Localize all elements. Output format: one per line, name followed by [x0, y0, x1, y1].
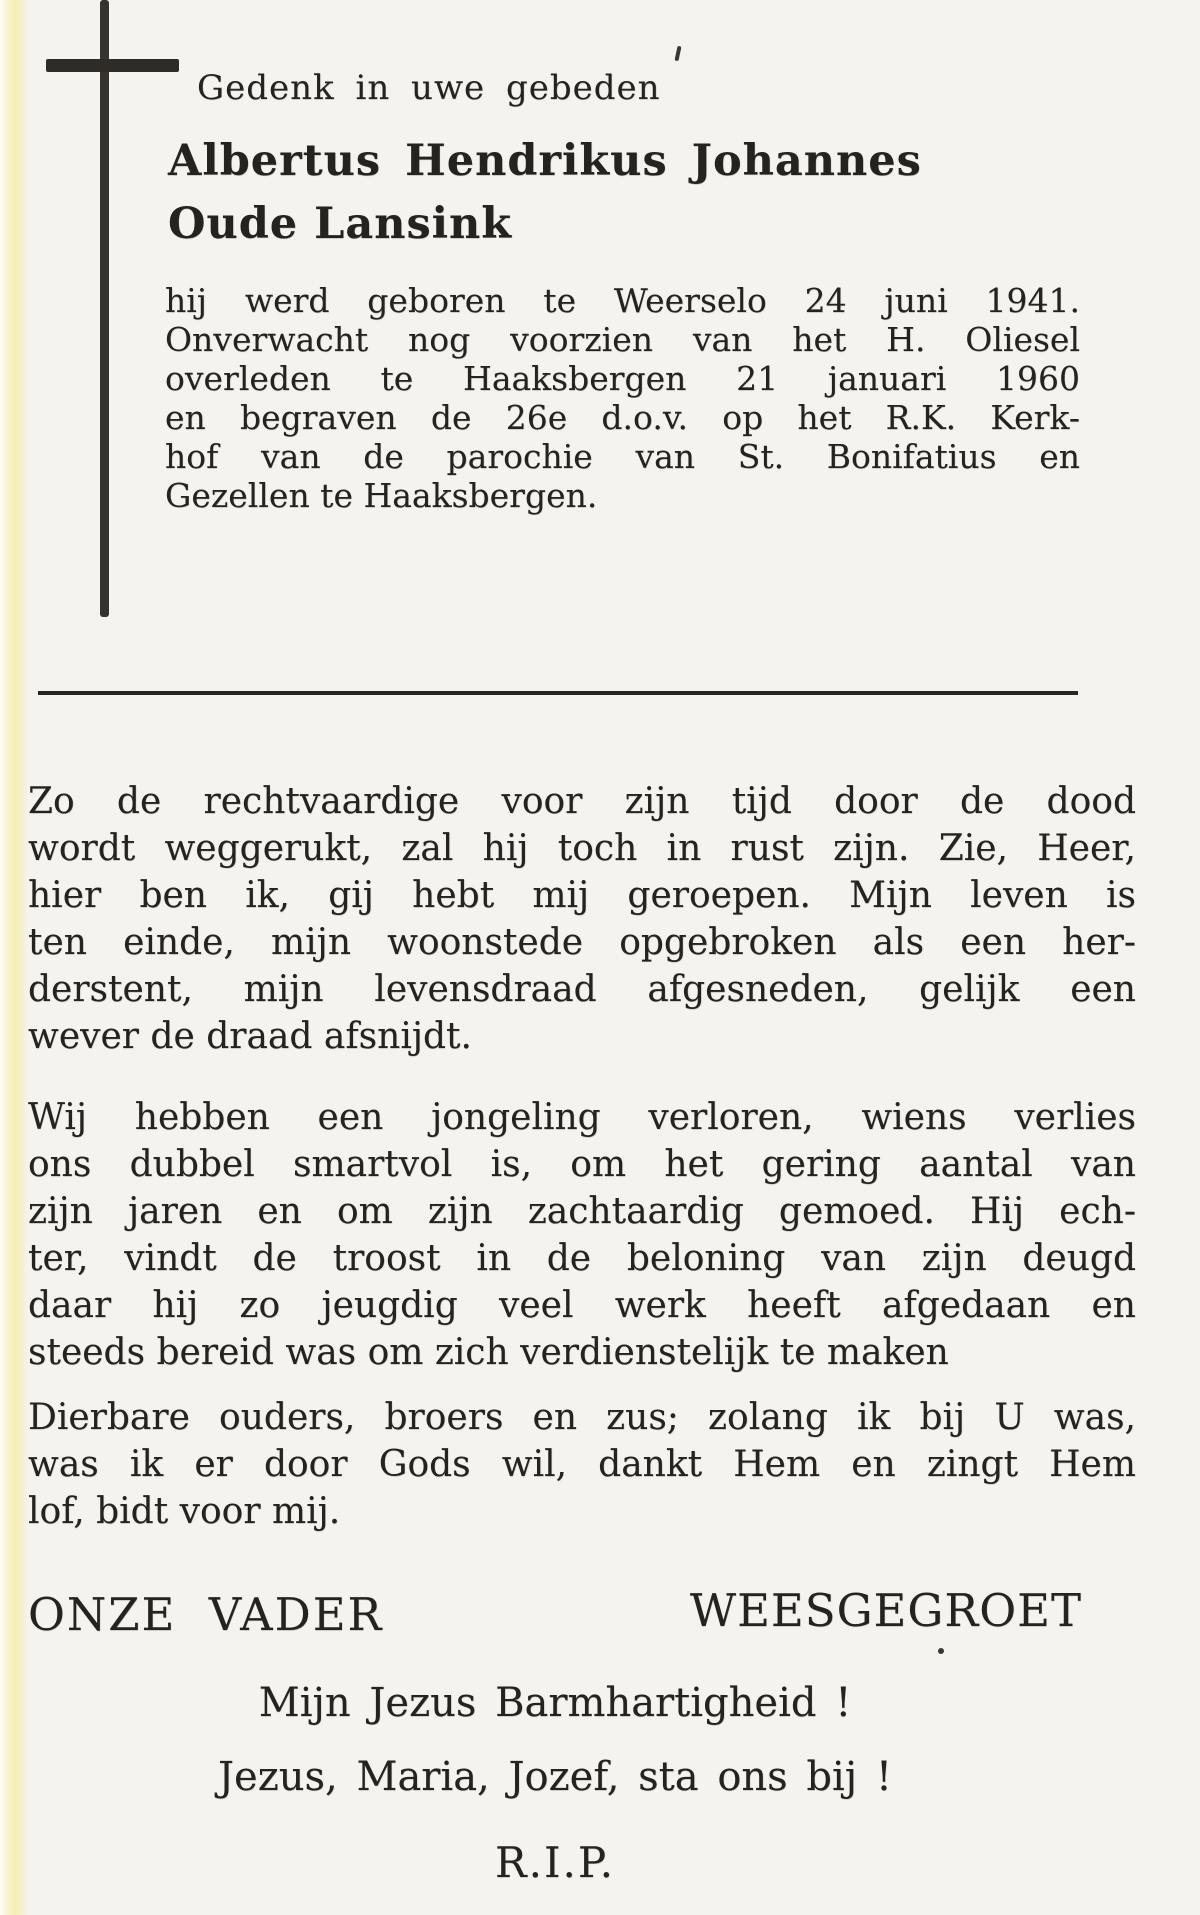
- prayer-paragraph-1: [28, 778, 1136, 1060]
- vitals-paragraph: [165, 281, 1080, 515]
- rip-line: R.I.P.: [494, 1838, 615, 1887]
- prayer-title-weesgegroet: WEESGEGROET: [689, 1584, 1082, 1637]
- paragraph-line: steeds bereid was om zich verdienstelijk te maken: [28, 1332, 949, 1373]
- paragraph-line: ons dubbel smartvol is, om het gering aantal van: [28, 1144, 1136, 1185]
- intro-line: Gedenk in uwe gebeden: [197, 68, 661, 108]
- paragraph-line: wordt weggerukt, zal hij toch in rust zijn. Zie, Heer,: [28, 828, 1136, 869]
- invocation-line-1: Mijn Jezus Barmhartigheid !: [258, 1680, 852, 1726]
- paragraph-line: derstent, mijn levensdraad afgesneden, gelijk een: [28, 969, 1136, 1010]
- paragraph-line: wever de draad afsnijdt.: [28, 1016, 472, 1057]
- scan-edge-strip: [0, 0, 28, 1915]
- prayer-paragraph-3: [28, 1394, 1136, 1535]
- vitals-line: Gezellen te Haaksbergen.: [165, 476, 598, 515]
- paragraph-line: ter, vindt de troost in de beloning van zijn deugd: [28, 1238, 1136, 1279]
- vitals-line: en begraven de 26e d.o.v. op het R.K. Kerk-: [165, 398, 1080, 437]
- paragraph-line: hier ben ik, gij hebt mij geroepen. Mijn leven is: [28, 875, 1136, 916]
- paragraph-line: was ik er door Gods wil, dankt Hem en zingt Hem: [28, 1444, 1136, 1485]
- paragraph-line: ten einde, mijn woonstede opgebroken als een her-: [28, 922, 1136, 963]
- scan-speck-apostrophe: [674, 46, 681, 62]
- vitals-line: overleden te Haaksbergen 21 januari 1960: [165, 359, 1080, 398]
- paragraph-line: Zo de rechtvaardige voor zijn tijd door de dood: [28, 781, 1136, 822]
- paragraph-line: lof, bidt voor mij.: [28, 1491, 341, 1532]
- deceased-name-line-2: Oude Lansink: [168, 199, 513, 249]
- paragraph-line: Wij hebben een jongeling verloren, wiens verlies: [28, 1097, 1136, 1138]
- invocation-line-2: Jezus, Maria, Jozef, sta ons bij !: [217, 1754, 892, 1800]
- deceased-name-line-1: Albertus Hendrikus Johannes: [168, 136, 922, 186]
- paragraph-line: daar hij zo jeugdig veel werk heeft afgedaan en: [28, 1285, 1136, 1326]
- prayer-title-onze-vader: ONZE VADER: [28, 1588, 384, 1641]
- vitals-line: hij werd geboren te Weerselo 24 juni 1941.: [165, 281, 1080, 320]
- prayer-paragraph-2: [28, 1094, 1136, 1376]
- cross-horizontal-bar: [46, 59, 179, 72]
- vitals-line: Onverwacht nog voorzien van het H. Oliesel: [165, 320, 1080, 359]
- paragraph-line: Dierbare ouders, broers en zus; zolang ik bij U was,: [28, 1397, 1136, 1438]
- vitals-line: hof van de parochie van St. Bonifatius en: [165, 437, 1080, 476]
- cross-vertical-bar: [100, 0, 109, 617]
- paragraph-line: zijn jaren en om zijn zachtaardig gemoed. Hij ech-: [28, 1191, 1136, 1232]
- divider-rule: [38, 691, 1078, 695]
- scan-speck-dot: [938, 1648, 944, 1654]
